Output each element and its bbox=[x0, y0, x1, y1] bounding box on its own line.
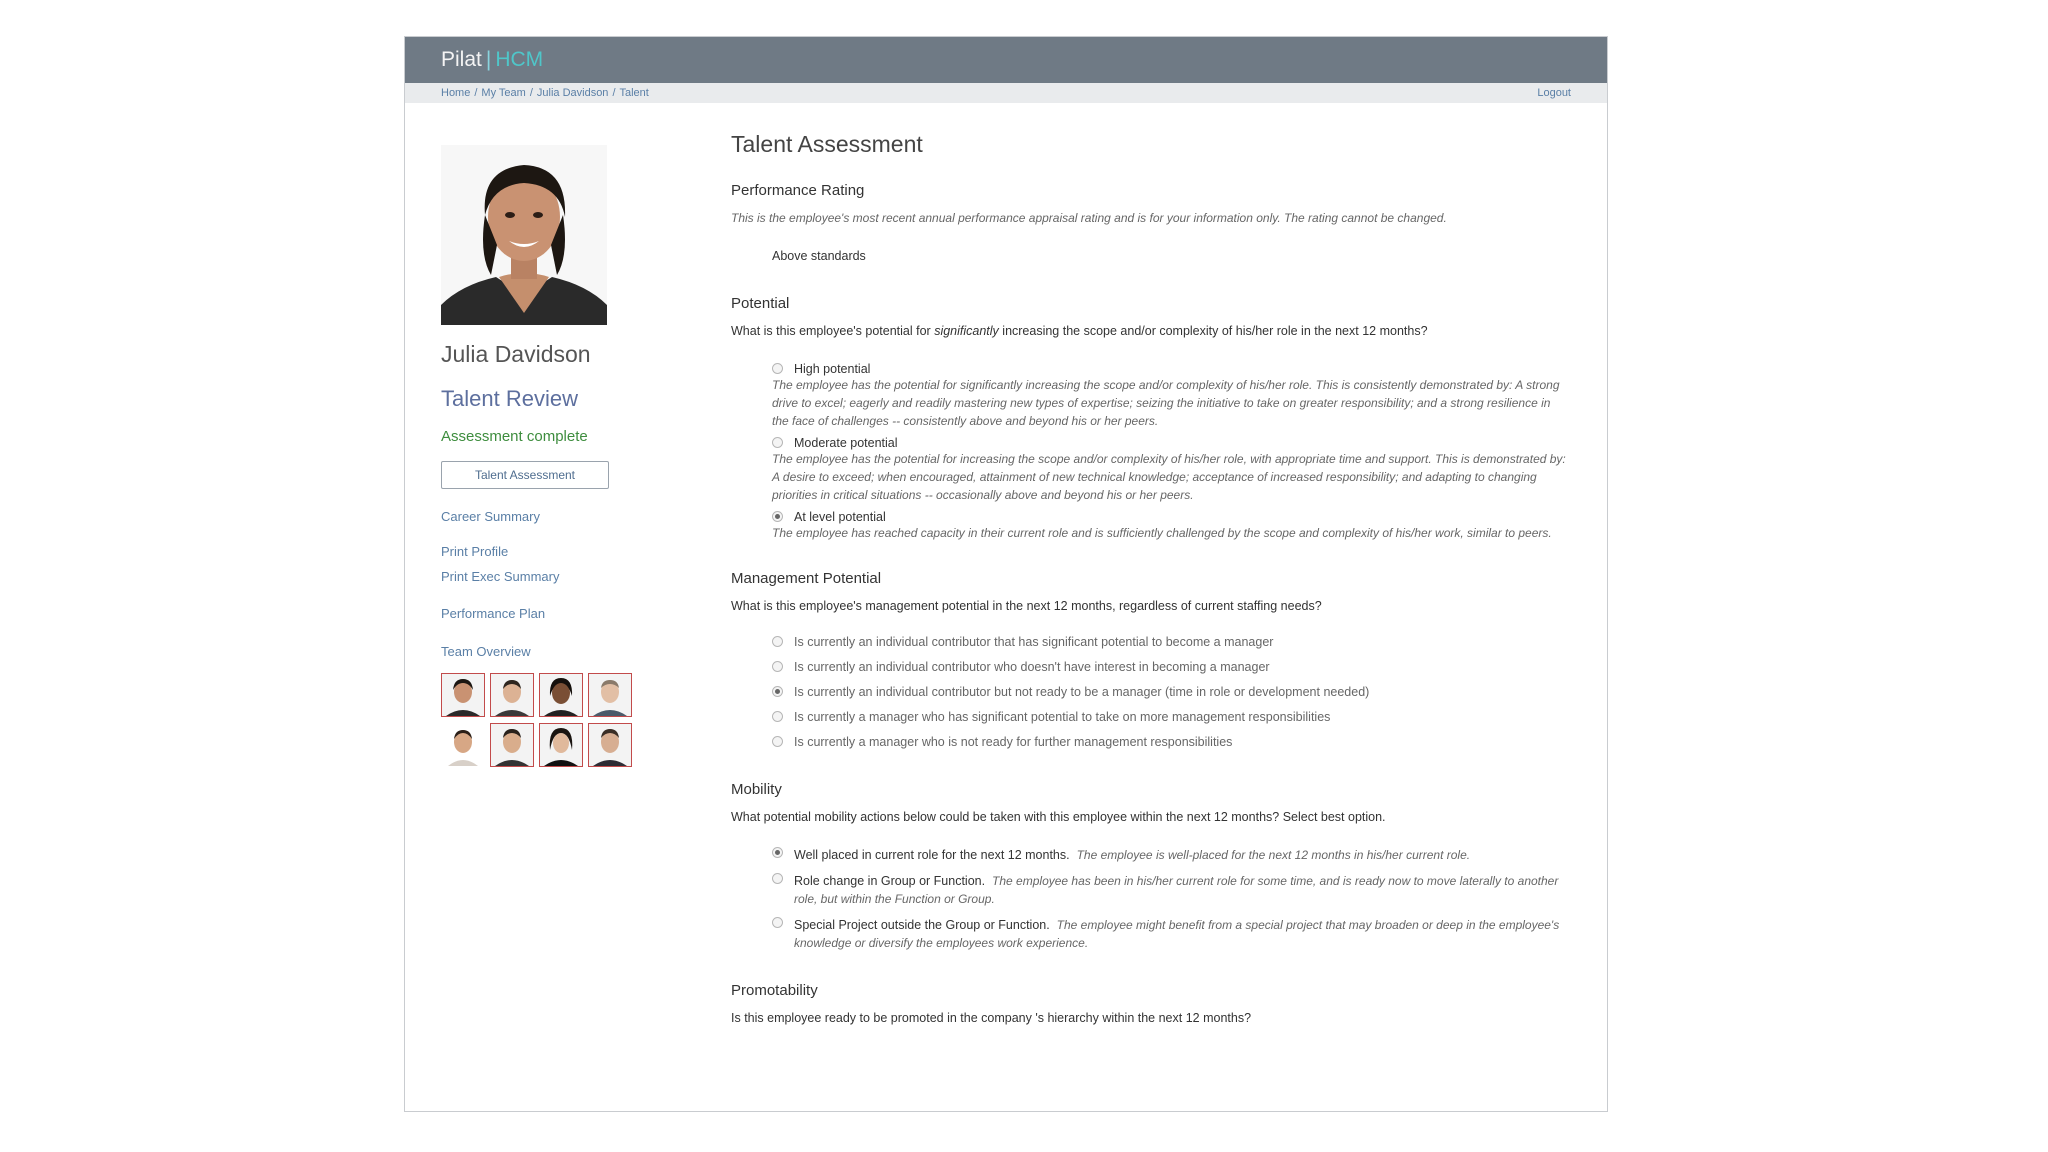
mobility-option bbox=[772, 872, 1569, 908]
employee-photo-image bbox=[441, 145, 607, 325]
app-window bbox=[404, 36, 1608, 1112]
management-option bbox=[772, 710, 1571, 724]
promotability-heading: Promotability bbox=[731, 982, 818, 999]
management-option bbox=[772, 735, 1571, 749]
breadcrumb bbox=[441, 87, 649, 99]
breadcrumb-my-team[interactable]: My Team bbox=[481, 87, 526, 99]
mobility-option-radio[interactable] bbox=[772, 847, 783, 858]
mobility-option-radio[interactable] bbox=[772, 873, 783, 884]
print-profile-link[interactable]: Print Profile bbox=[441, 544, 509, 559]
avatar-image bbox=[589, 674, 631, 716]
potential-moderate-description: The employee has the potential for increasing the scope and/or complexity of his/her role, with appropriate time and support. This is demonstrated by: A desire to exceed; when encouraged, attainment of new technical knowledge; acceptance of increased responsibility; and adapting to changing priorities in critical situations -- occasionally above and beyond his or her peers. bbox=[772, 452, 1566, 502]
avatar-image bbox=[491, 674, 533, 716]
potential-option-at-level bbox=[772, 510, 1569, 542]
management-option bbox=[772, 635, 1571, 649]
performance-plan-link[interactable]: Performance Plan bbox=[441, 606, 546, 621]
breadcrumb-separator: / bbox=[474, 87, 478, 99]
mobility-option bbox=[772, 846, 1569, 864]
management-potential-heading: Management Potential bbox=[731, 570, 882, 587]
mobility-option-label: Well placed in current role for the next 12 months. bbox=[794, 848, 1070, 862]
management-option-label: Is currently an individual contributor but not ready to be a manager (time in role or development needed) bbox=[794, 685, 1370, 699]
management-option-radio[interactable] bbox=[772, 686, 783, 697]
team-member-grid bbox=[441, 673, 681, 767]
team-member-avatar[interactable] bbox=[588, 673, 632, 717]
promotability-question: Is this employee ready to be promoted in the company 's hierarchy within the next 12 months? bbox=[731, 1011, 1252, 1025]
mobility-option-label: Role change in Group or Function. bbox=[794, 874, 986, 888]
potential-options bbox=[772, 362, 1569, 542]
breadcrumb-separator: / bbox=[529, 87, 533, 99]
potential-at-level-radio[interactable] bbox=[772, 511, 783, 522]
potential-heading: Potential bbox=[731, 295, 790, 312]
team-member-avatar[interactable] bbox=[441, 723, 485, 767]
performance-rating-heading: Performance Rating bbox=[731, 182, 865, 199]
performance-rating-value: Above standards bbox=[772, 249, 866, 263]
top-bar bbox=[405, 37, 1607, 83]
mobility-option-radio[interactable] bbox=[772, 917, 783, 928]
potential-high-description: The employee has the potential for significantly increasing the scope and/or complexity of his/her role. This is consistently demonstrated by: A strong drive to excel; eagerly and readily mastering new types of expertise; seizing the initiative to take on greater responsibility; and a strong resilience in the face of challenges -- consistently above and beyond his or her peers. bbox=[772, 378, 1560, 428]
team-member-avatar[interactable] bbox=[441, 673, 485, 717]
career-summary-link[interactable]: Career Summary bbox=[441, 509, 540, 524]
team-member-avatar[interactable] bbox=[490, 673, 534, 717]
mobility-option bbox=[772, 916, 1569, 952]
management-option-label: Is currently a manager who has significant potential to take on more management responsibilities bbox=[794, 710, 1331, 724]
avatar-image bbox=[540, 674, 582, 716]
assessment-status: Assessment complete bbox=[441, 428, 588, 445]
breadcrumb-home[interactable]: Home bbox=[441, 87, 471, 99]
breadcrumb-talent[interactable]: Talent bbox=[619, 87, 649, 99]
mobility-options bbox=[772, 846, 1569, 952]
team-member-avatar[interactable] bbox=[490, 723, 534, 767]
potential-question-end: increasing the scope and/or complexity of his/her role in the next 12 months? bbox=[998, 324, 1428, 338]
employee-name: Julia Davidson bbox=[441, 341, 591, 367]
potential-option-high bbox=[772, 362, 1569, 430]
profile-sidebar bbox=[441, 145, 681, 767]
management-option-radio[interactable] bbox=[772, 736, 783, 747]
management-option-radio[interactable] bbox=[772, 661, 783, 672]
team-overview-link[interactable]: Team Overview bbox=[441, 644, 531, 659]
logout-link[interactable]: Logout bbox=[1537, 87, 1571, 99]
management-option bbox=[772, 660, 1571, 674]
potential-question bbox=[731, 324, 1571, 338]
avatar-image bbox=[540, 724, 582, 766]
potential-high-label: High potential bbox=[794, 362, 871, 376]
potential-at-level-label: At level potential bbox=[794, 510, 886, 524]
print-exec-summary-link[interactable]: Print Exec Summary bbox=[441, 569, 560, 584]
potential-high-radio[interactable] bbox=[772, 363, 783, 374]
management-option-label: Is currently a manager who is not ready for further management responsibilities bbox=[794, 735, 1233, 749]
potential-moderate-radio[interactable] bbox=[772, 437, 783, 448]
mobility-option-description: The employee is well-placed for the next 12 months in his/her current role. bbox=[1076, 848, 1471, 862]
talent-assessment-form bbox=[731, 131, 1571, 1025]
mobility-option-description: The employee might benefit from a special project that may broaden or deep in the employee's knowledge or diversify the employees work experience. bbox=[794, 918, 1560, 950]
performance-rating-note: This is the employee's most recent annual performance appraisal rating and is for your information only. The rating cannot be changed. bbox=[731, 211, 1447, 225]
team-member-avatar[interactable] bbox=[539, 723, 583, 767]
management-potential-question: What is this employee's management potential in the next 12 months, regardless of current staffing needs? bbox=[731, 599, 1322, 613]
talent-assessment-button[interactable]: Talent Assessment bbox=[441, 461, 609, 489]
avatar-image bbox=[442, 724, 484, 766]
mobility-option-description: The employee has been in his/her current role for some time, and is ready now to move laterally to another role, but within the Function or Group. bbox=[794, 874, 1559, 906]
avatar-image bbox=[589, 724, 631, 766]
breadcrumb-separator: / bbox=[612, 87, 616, 99]
potential-question-emphasis: significantly bbox=[934, 324, 999, 338]
management-options bbox=[772, 635, 1571, 749]
management-option-radio[interactable] bbox=[772, 636, 783, 647]
employee-photo bbox=[441, 145, 607, 325]
management-option-radio[interactable] bbox=[772, 711, 783, 722]
avatar-image bbox=[491, 724, 533, 766]
potential-at-level-description: The employee has reached capacity in their current role and is sufficiently challenged by the scope and complexity of his/her work, similar to peers. bbox=[772, 526, 1552, 540]
breadcrumb-employee[interactable]: Julia Davidson bbox=[536, 87, 609, 99]
potential-option-moderate bbox=[772, 436, 1569, 504]
section-title: Talent Review bbox=[441, 386, 578, 411]
logo-separator: | bbox=[485, 48, 492, 71]
mobility-option-label: Special Project outside the Group or Function. bbox=[794, 918, 1050, 932]
breadcrumb-bar bbox=[405, 83, 1607, 103]
mobility-question: What potential mobility actions below could be taken with this employee within the next 12 months? Select best option. bbox=[731, 810, 1386, 824]
team-member-avatar[interactable] bbox=[539, 673, 583, 717]
logo-product: HCM bbox=[495, 48, 544, 71]
mobility-heading: Mobility bbox=[731, 781, 782, 798]
app-logo[interactable] bbox=[441, 48, 543, 72]
page-title: Talent Assessment bbox=[731, 131, 923, 157]
management-option-label: Is currently an individual contributor who doesn't have interest in becoming a manager bbox=[794, 660, 1270, 674]
potential-moderate-label: Moderate potential bbox=[794, 436, 898, 450]
management-option bbox=[772, 685, 1571, 699]
avatar-image bbox=[442, 674, 484, 716]
potential-question-start: What is this employee's potential for bbox=[731, 324, 935, 338]
management-option-label: Is currently an individual contributor that has significant potential to become a manager bbox=[794, 635, 1274, 649]
logo-brand: Pilat bbox=[441, 48, 482, 71]
team-member-avatar[interactable] bbox=[588, 723, 632, 767]
